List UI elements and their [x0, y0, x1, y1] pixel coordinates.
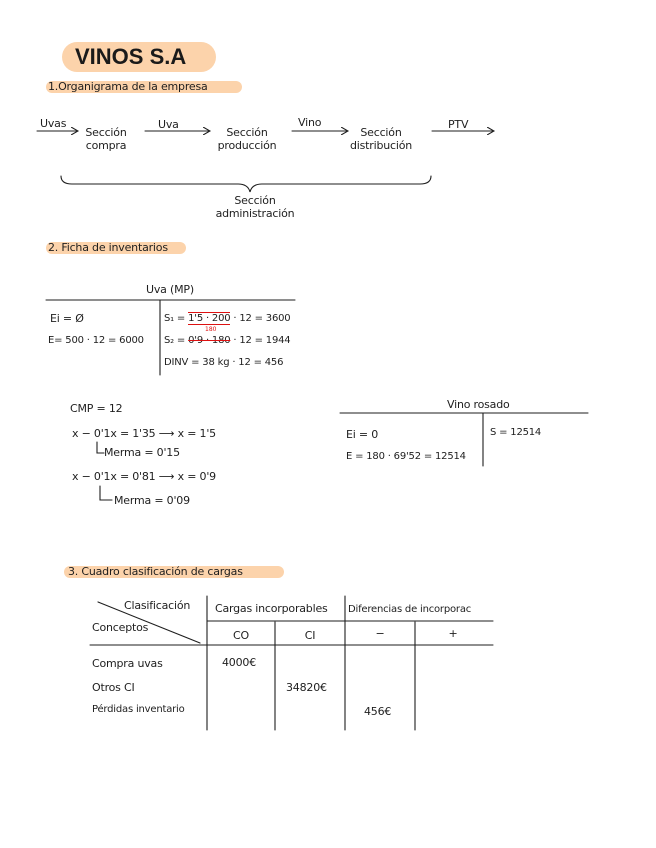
node-line: Sección	[360, 126, 402, 139]
row-co-0: 4000€	[222, 656, 256, 669]
table-sub-ci: CI	[304, 629, 316, 642]
uva-e: E= 500 · 12 = 6000	[48, 335, 144, 346]
table-corner-top: Clasificación	[124, 599, 191, 612]
row-concepto-1: Otros CI	[92, 681, 135, 694]
vino-e: E = 180 · 69'52 = 12514	[346, 451, 466, 462]
row-minus-2: 456€	[364, 705, 392, 718]
flow-in-label: Uvas	[40, 117, 67, 130]
flow-uva-label: Uva	[158, 118, 179, 131]
section1-heading: 1.Organigrama de la empresa	[48, 80, 208, 93]
calc-line2: x − 0'1x = 0'81 ⟶ x = 0'9	[72, 470, 216, 483]
node-line: Sección	[85, 126, 127, 139]
uva-title: Uva (MP)	[146, 283, 194, 296]
node-line: distribución	[349, 139, 413, 152]
merma1-arrow	[97, 442, 104, 453]
s1-label: S₁ =	[164, 313, 186, 324]
merma2-arrow	[100, 486, 112, 500]
table-sub-co: CO	[233, 629, 249, 642]
calc-cmp: CMP = 12	[70, 402, 123, 415]
vino-ei: Ei = 0	[346, 428, 379, 441]
s2-rest: · 12 = 1944	[233, 335, 291, 346]
red-note: 180	[205, 326, 217, 333]
node-line: producción	[217, 139, 277, 152]
table-sub-minus: −	[375, 627, 385, 640]
table-group1: Cargas incorporables	[215, 602, 328, 615]
table-diagonal	[98, 602, 200, 643]
vino-s: S = 12514	[490, 427, 542, 438]
node-line: compra	[85, 139, 127, 152]
table-group2: Diferencias de incorporac	[348, 604, 472, 615]
calc-merma1: Merma = 0'15	[104, 446, 180, 459]
s1-rest: · 12 = 3600	[233, 313, 291, 324]
s2-label: S₂ =	[164, 335, 186, 346]
calc-line1: x − 0'1x = 1'35 ⟶ x = 1'5	[72, 427, 216, 440]
node-line: Sección	[226, 126, 268, 139]
table-corner-bottom: Conceptos	[92, 621, 149, 634]
node-line: administración	[215, 207, 295, 220]
node-line: Sección	[234, 194, 276, 207]
brace	[61, 176, 431, 192]
table-sub-plus: +	[448, 627, 458, 640]
row-concepto-0: Compra uvas	[92, 657, 163, 670]
s1-value: 1'5 · 200	[188, 313, 231, 324]
section3-heading: 3. Cuadro clasificación de cargas	[68, 565, 243, 578]
s2-value: 0'9 · 180	[188, 335, 231, 346]
flow-vino-label: Vino	[298, 116, 322, 129]
section2-heading: 2. Ficha de inventarios	[48, 241, 168, 254]
row-ci-1: 34820€	[286, 681, 327, 694]
uva-ei: Ei = Ø	[50, 312, 84, 325]
page-title: VINOS S.A	[75, 44, 187, 69]
uva-dinv: DINV = 38 kg · 12 = 456	[164, 357, 284, 368]
flow-ptv-label: PTV	[448, 118, 469, 131]
row-concepto-2: Pérdidas inventario	[92, 704, 185, 715]
vino-title: Vino rosado	[447, 398, 510, 411]
calc-merma2: Merma = 0'09	[114, 494, 190, 507]
